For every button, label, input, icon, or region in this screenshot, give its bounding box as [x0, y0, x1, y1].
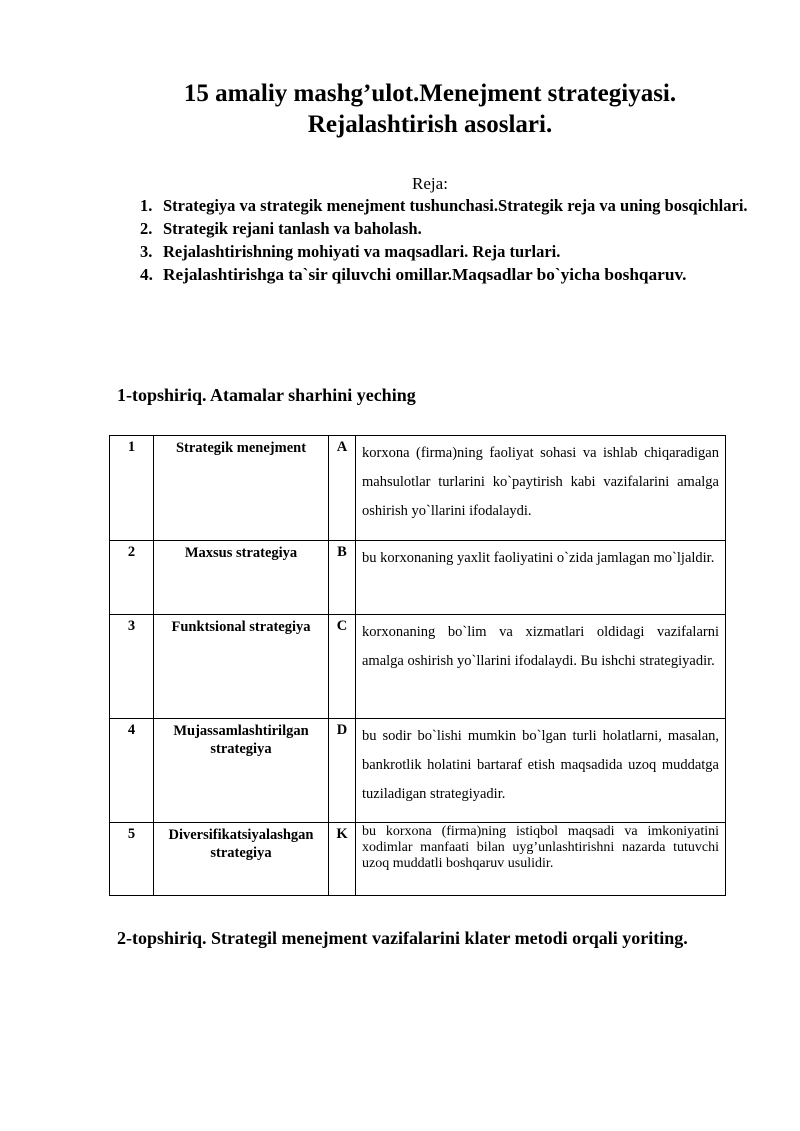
definition-cell: bu korxona (firma)ning istiqbol maqsadi va imkoniyatini xodimlar manfaati bilan uyg’unlashtirishni nazarda tutuvchi uzoq muddatli boshqaruv usulidir. — [356, 823, 726, 896]
table-row — [110, 719, 726, 823]
plan-item-number: 4. — [140, 265, 153, 284]
letter-cell: K — [329, 823, 356, 896]
definition-cell: bu korxonaning yaxlit faoliyatini o`zida jamlagan mo`ljaldir. — [356, 541, 726, 615]
definition-cell: korxona (firma)ning faoliyat sohasi va ishlab chiqaradigan mahsulotlar turlarini ko`paytirish kabi vazifalarini amalga oshirish yo`llarini ifodalaydi. — [356, 436, 726, 541]
plan-item-number: 1. — [140, 196, 153, 215]
plan-item-text: Strategik rejani tanlash va baholash. — [163, 219, 422, 238]
term-cell: Diversifikatsiyalashgan strategiya — [154, 823, 329, 896]
row-number: 2 — [110, 541, 154, 615]
letter-cell: B — [329, 541, 356, 615]
plan-list — [140, 194, 760, 286]
plan-item-text: Rejalashtirishning mohiyati va maqsadlari. Reja turlari. — [163, 242, 561, 261]
term-cell: Mujassamlashtirilgan strategiya — [154, 719, 329, 823]
term-cell: Funktsional strategiya — [154, 615, 329, 719]
plan-item-text: Rejalashtirishga ta`sir qiluvchi omillar.Maqsadlar bo`yicha boshqaruv. — [163, 265, 687, 284]
row-number: 5 — [110, 823, 154, 896]
plan-item — [140, 217, 760, 240]
document-title — [110, 78, 750, 140]
task-2-heading: 2-topshiriq. Strategil menejment vazifalarini klater metodi orqali yoriting. — [117, 928, 688, 948]
plan-item — [140, 240, 760, 263]
definition-cell: korxonaning bo`lim va xizmatlari oldidagi vazifalarni amalga oshirish yo`llarini ifodalaydi. Bu ishchi strategiyadir. — [356, 615, 726, 719]
table-row — [110, 615, 726, 719]
plan-label: Reja: — [412, 174, 448, 193]
definition-cell: bu sodir bo`lishi mumkin bo`lgan turli holatlarni, masalan, bankrotlik holatini bartaraf etish maqsadida uzoq muddatga tuziladigan strategiyadir. — [356, 719, 726, 823]
plan-item — [140, 263, 760, 286]
term-cell: Maxsus strategiya — [154, 541, 329, 615]
terms-table — [109, 435, 726, 896]
term-cell: Strategik menejment — [154, 436, 329, 541]
table-row — [110, 436, 726, 541]
plan-item-number: 2. — [140, 219, 153, 238]
plan-item-number: 3. — [140, 242, 153, 261]
title-line-2: Rejalashtirish asoslari. — [307, 111, 553, 138]
row-number: 3 — [110, 615, 154, 719]
letter-cell: A — [329, 436, 356, 541]
row-number: 1 — [110, 436, 154, 541]
plan-item — [140, 194, 760, 217]
table-row — [110, 541, 726, 615]
title-line-1: 15 amaliy mashg’ulot.Menejment strategiyasi. — [183, 80, 677, 107]
letter-cell: C — [329, 615, 356, 719]
table-row — [110, 823, 726, 896]
task-1-heading: 1-topshiriq. Atamalar sharhini yeching — [117, 385, 416, 405]
plan-item-text: Strategiya va strategik menejment tushunchasi.Strategik reja va uning bosqichlari. — [163, 196, 748, 215]
letter-cell: D — [329, 719, 356, 823]
row-number: 4 — [110, 719, 154, 823]
